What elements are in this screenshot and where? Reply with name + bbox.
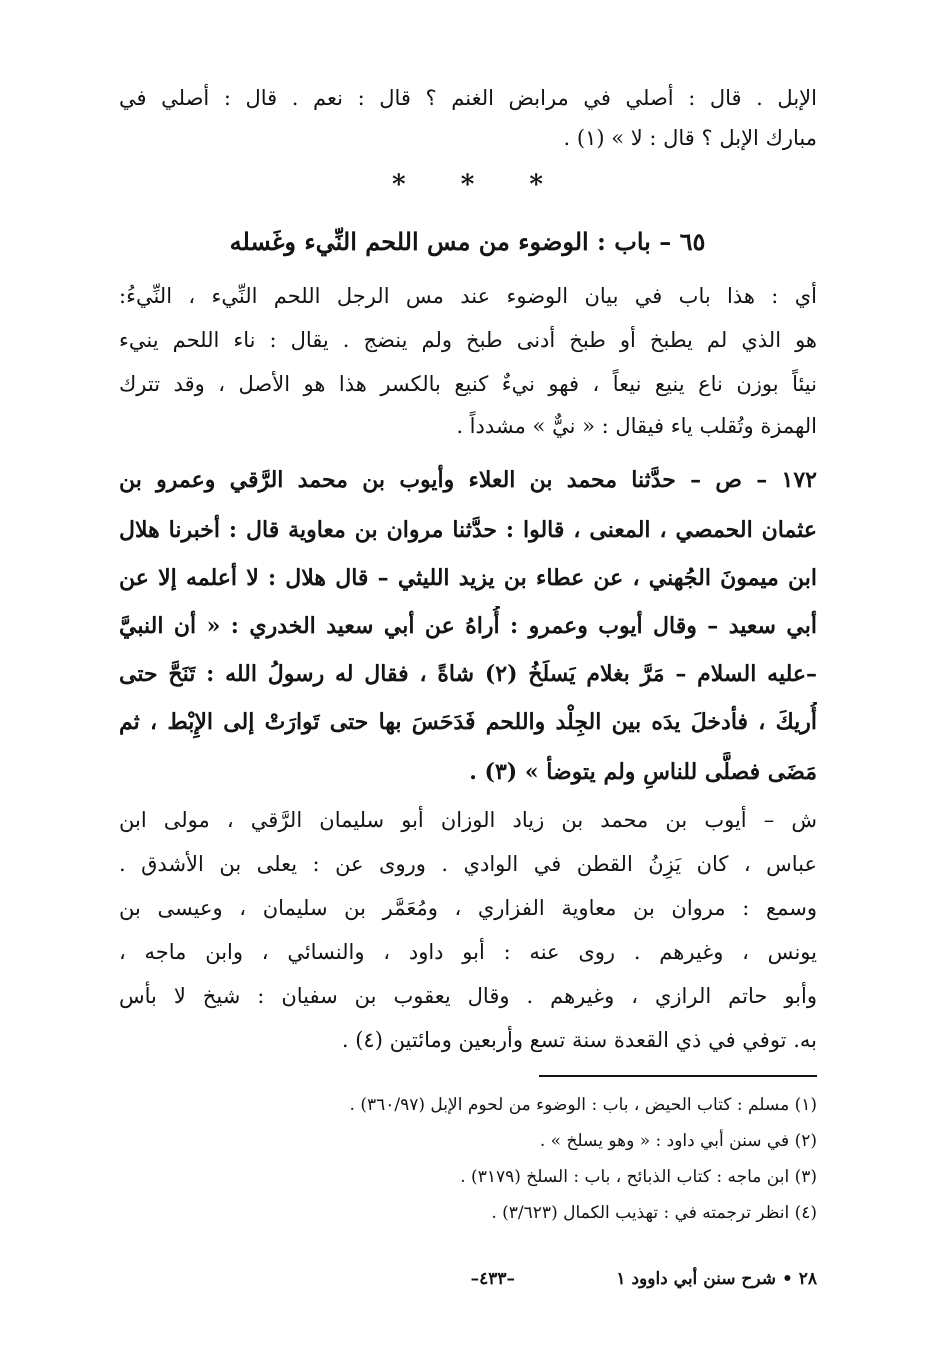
hadith-line: ابن ميمونَ الجُهني ، عن عطاء بن يزيد الليثي – قال هلال : لا أعلمه إلا عن — [119, 565, 817, 591]
hadith-line: –عليه السلام – مَرَّ بغلام يَسلَخُ (٢) شاةً ، فقال له رسولُ الله : تَنَحَّ حتى — [119, 661, 817, 687]
intro-line: مبارك الإبل ؟ قال : لا » (١) . — [563, 126, 817, 150]
explanation-line: هو الذي لم يطبخ أو طبخ أدنى طبخ ولم ينضج . يقال : ناء اللحم ينيء — [119, 328, 817, 352]
explanation-line: نيئاً بوزن ناع ينيع نيعاً ، فهو نيءٌ كنيع بالكسر هذا هو الأصل ، وقد تترك — [119, 372, 817, 396]
commentary-line: ش – أيوب بن محمد بن زياد الوزان أبو سليمان الرَّقي ، مولى ابن — [119, 808, 817, 832]
hadith-line: مَضَى فصلَّى للناسِ ولم يتوضأ » (٣) . — [469, 759, 817, 785]
commentary-line: وسمع : مروان بن معاوية الفزاري ، ومُعَمَّر بن سليمان ، وعيسى بن — [119, 896, 817, 920]
commentary-line: عباس ، كان يَزِنُ القطن في الوادي . وروى عن : يعلى بن الأشدق . — [119, 852, 817, 876]
section-separator: * * * — [392, 170, 543, 200]
hadith-line: عثمان الحمصي ، المعنى ، قالوا : حدَّثنا مروان بن معاوية قال : أخبرنا هلال — [119, 517, 817, 543]
footnote: (٣) ابن ماجه : كتاب الذبائح ، باب : السلخ (٣١٧٩) . — [460, 1167, 817, 1187]
page-number: –٤٣٣– — [470, 1269, 515, 1289]
commentary-line: يونس ، وغيرهم . روى عنه : أبو داود ، والنسائي ، وابن ماجه ، — [119, 940, 817, 964]
book-signature: ٢٨ • شرح سنن أبي داوود ١ — [616, 1269, 817, 1289]
footnote: (٢) في سنن أبي داود : « وهو يسلخ » . — [539, 1131, 817, 1151]
footnote: (١) مسلم : كتاب الحيض ، باب : الوضوء من لحوم الإبل (٣٦٠/٩٧) . — [349, 1095, 817, 1115]
hadith-line: أبي سعيد – وقال أيوب وعمرو : أُراهُ عن أبي سعيد الخدري : « أن النبيَّ — [119, 613, 817, 639]
explanation-line: أي : هذا باب في بيان الوضوء عند مس الرجل اللحم النِّيء ، النِّيءُ: — [119, 284, 817, 308]
commentary-line: وأبو حاتم الرازي ، وغيرهم . وقال يعقوب بن سفيان : شيخ لا بأس — [119, 984, 817, 1008]
intro-line: الإبل . قال : أصلي في مرابض الغنم ؟ قال : نعم . قال : أصلي في — [119, 86, 817, 110]
footnote-divider — [539, 1075, 817, 1077]
footnote: (٤) انظر ترجمته في : تهذيب الكمال (٣/٦٢٣) . — [491, 1203, 817, 1223]
hadith-line: ١٧٢ – ص – حدَّثنا محمد بن العلاء وأيوب بن محمد الرَّقي وعمرو بن — [119, 467, 817, 493]
commentary-line: به. توفي في ذي القعدة سنة تسع وأربعين ومائتين (٤) . — [341, 1028, 817, 1052]
explanation-line: الهمزة وتُقلب ياء فيقال : « نيٌّ » مشدداً . — [456, 414, 817, 438]
hadith-line: أُريكَ ، فأدخلَ يدَه بين الجِلْد واللحم فَدَحَسَ بها حتى تَوارَتْ إلى الإِبْط ، ثم — [119, 709, 817, 735]
page-footer — [119, 1264, 817, 1294]
chapter-heading: ٦٥ – باب : الوضوء من مس اللحم النِّيء وغَسله — [229, 227, 706, 256]
